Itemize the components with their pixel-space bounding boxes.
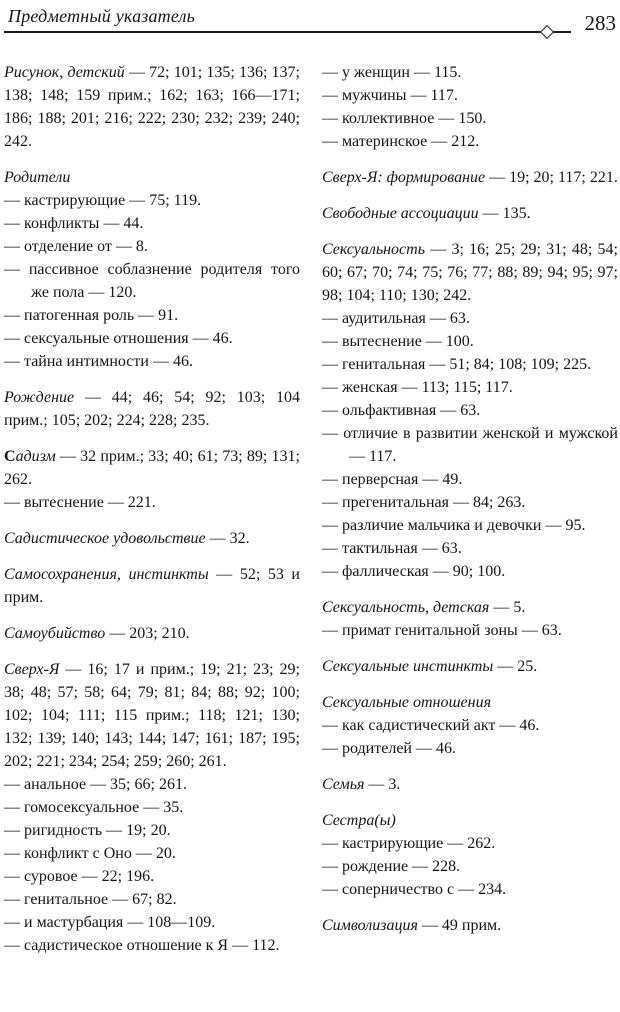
index-columns (4, 61, 618, 970)
index-entry (322, 166, 618, 189)
entry-text (4, 386, 300, 432)
page-number: 283 (584, 11, 616, 35)
index-entry (322, 809, 618, 901)
sub-entry: — тактильная — 63. (322, 540, 462, 557)
entry-text (4, 61, 300, 153)
sub-entry: — конфликты — 44. (4, 215, 144, 232)
entry-text (322, 809, 618, 832)
entry-headword: Сексуальные отношения (322, 694, 492, 711)
index-entry (4, 61, 300, 153)
index-entry (4, 563, 300, 609)
entry-pages: — 135. (478, 205, 531, 222)
entry-text (322, 238, 618, 307)
entry-pages: — 72; 101; 135; 136; 137; 138; 148; 159 прим.; 162; 163; 166—171; 186; 188; 201; 216; 222; 230; 232; 239; 240; 242. (4, 64, 300, 150)
sub-entry: — отделение от — 8. (4, 238, 148, 255)
index-entry (322, 914, 618, 937)
entry-pages: — 3. (364, 776, 401, 793)
index-entry (322, 61, 618, 153)
sub-entry: — соперничество с — 234. (322, 881, 507, 898)
entry-headword: Самоубийство (4, 625, 106, 642)
diamond-ornament-icon (540, 25, 554, 39)
running-title: Предметный указатель (8, 6, 196, 26)
sub-entry: — материнское — 212. (322, 133, 480, 150)
entry-pages: — 3; 16; 25; 29; 31; 48; 54; 60; 67; 70; 74; 75; 76; 77; 88; 89; 94; 95; 97; 98; 104; 110; 130; 242. (322, 241, 618, 304)
page-header (4, 4, 618, 54)
index-entry (4, 527, 300, 550)
entry-headword: Рисунок, детский (4, 64, 125, 81)
sub-entry: — сексуальные отношения — 46. (4, 330, 233, 347)
sub-entry: — генитальная — 51; 84; 108; 109; 225. (322, 356, 592, 373)
column-2 (322, 61, 618, 970)
entry-headword: Рождение (4, 389, 75, 406)
index-entry (322, 238, 618, 583)
sub-entry: — мужчины — 117. (322, 87, 458, 104)
entry-headword: Семья (322, 776, 365, 793)
entry-headword: Сексуальность, детская (322, 599, 490, 616)
sub-entry: — рождение — 228. (322, 858, 461, 875)
entry-pages: — 32. (205, 530, 250, 547)
entry-text (4, 563, 300, 609)
entry-headword: Свободные ассоциации (322, 205, 479, 222)
entry-headword: Самосохранения, инстинкты (4, 566, 209, 583)
sub-entry: — вытеснение — 100. (322, 333, 474, 350)
entry-headword: Садистическое удовольствие (4, 530, 206, 547)
index-entry (322, 773, 618, 796)
entry-pages: — 5. (489, 599, 526, 616)
entry-text (322, 773, 618, 796)
entry-pages: — 25. (493, 658, 538, 675)
sub-entry: — и мастурбация — 108—109. (4, 914, 216, 931)
sub-entry: — вытеснение — 221. (4, 494, 156, 511)
sub-entry: — женская — 113; 115; 117. (322, 379, 513, 396)
entry-headword: Сексуальность (322, 241, 425, 258)
entry-headword: Символизация (322, 917, 418, 934)
index-entry (4, 166, 300, 373)
header-rule (4, 31, 571, 33)
entry-text (4, 622, 300, 645)
sub-entry: — перверсная — 49. (322, 471, 463, 488)
sub-entry: — гомосексуальное — 35. (4, 799, 184, 816)
entry-text (322, 166, 618, 189)
index-entry (322, 596, 618, 642)
entry-pages: — 19; 20; 117; 221. (485, 169, 618, 186)
entry-headword: адизм (15, 448, 56, 465)
sub-entry: — как садистический акт — 46. (322, 717, 540, 734)
entry-headword: Сексуальные инстинкты (322, 658, 494, 675)
sub-entry: — ригидность — 19; 20. (4, 822, 171, 839)
sub-entry: — садистическое отношение к Я — 112. (4, 937, 280, 954)
sub-entry: — конфликт с Оно — 20. (4, 845, 176, 862)
index-entry (4, 622, 300, 645)
entry-text (4, 445, 300, 491)
entry-headword: Сестра(ы) (322, 812, 396, 829)
sub-entry: — фаллическая — 90; 100. (322, 563, 506, 580)
entry-text (322, 655, 618, 678)
sub-entry: — кастрирующие — 75; 119. (4, 192, 202, 209)
sub-entry: — генитальное — 67; 82. (4, 891, 177, 908)
sub-entry: — примат генитальной зоны — 63. (322, 622, 562, 639)
entry-pages: — 16; 17 и прим.; 19; 21; 23; 29; 38; 48; 57; 58; 64; 79; 81; 84; 88; 92; 100; 102; 104; 111; 115 прим.; 118; 121; 130; 132; 139; 140; 143; 144; 147; 161; 187; 195; 202; 221; 234; 254; 259; 260; 261. (4, 661, 300, 770)
entry-text (322, 202, 618, 225)
index-entry (4, 658, 300, 957)
entry-pages: — 203; 210. (105, 625, 190, 642)
entry-headword: Сверх-Я (4, 661, 60, 678)
sub-entry: — отличие в развитии женской и мужской — 117. (322, 425, 618, 465)
sub-entry: — патогенная роль — 91. (4, 307, 179, 324)
entry-text (322, 596, 618, 619)
sub-entry: — коллективное — 150. (322, 110, 487, 127)
entry-text (4, 166, 300, 189)
sub-entry: — у женщин — 115. (322, 64, 462, 81)
entry-headword: Сверх-Я: формирование (322, 169, 486, 186)
entry-text (322, 914, 618, 937)
sub-entry: — анальное — 35; 66; 261. (4, 776, 187, 793)
entry-pages: — 52; 53 и прим. (4, 566, 300, 606)
index-entry (322, 691, 618, 760)
column-1 (4, 61, 300, 970)
sub-entry: — аудитильная — 63. (322, 310, 470, 327)
entry-text (4, 658, 300, 773)
sub-entry: — суровое — 22; 196. (4, 868, 155, 885)
entry-headword: Родители (4, 169, 71, 186)
sub-entry: — прегенитальная — 84; 263. (322, 494, 526, 511)
sub-entry: — пассивное соблазнение родителя того же пола — 120. (4, 261, 300, 301)
index-entry (4, 445, 300, 514)
sub-entry: — родителей — 46. (322, 740, 456, 757)
index-entry (322, 655, 618, 678)
section-initial: С (4, 448, 16, 465)
sub-entry: — тайна интимности — 46. (4, 353, 193, 370)
sub-entry: — кастрирующие — 262. (322, 835, 496, 852)
index-entry (322, 202, 618, 225)
entry-pages: — 44; 46; 54; 92; 103; 104 прим.; 105; 202; 224; 228; 235. (4, 389, 300, 429)
entry-text (4, 527, 300, 550)
entry-text (322, 691, 618, 714)
sub-entry: — различие мальчика и девочки — 95. (322, 517, 586, 534)
entry-pages: — 32 прим.; 33; 40; 61; 73; 89; 131; 262. (4, 448, 300, 488)
sub-entry: — ольфактивная — 63. (322, 402, 481, 419)
entry-pages: — 49 прим. (417, 917, 502, 934)
index-entry (4, 386, 300, 432)
